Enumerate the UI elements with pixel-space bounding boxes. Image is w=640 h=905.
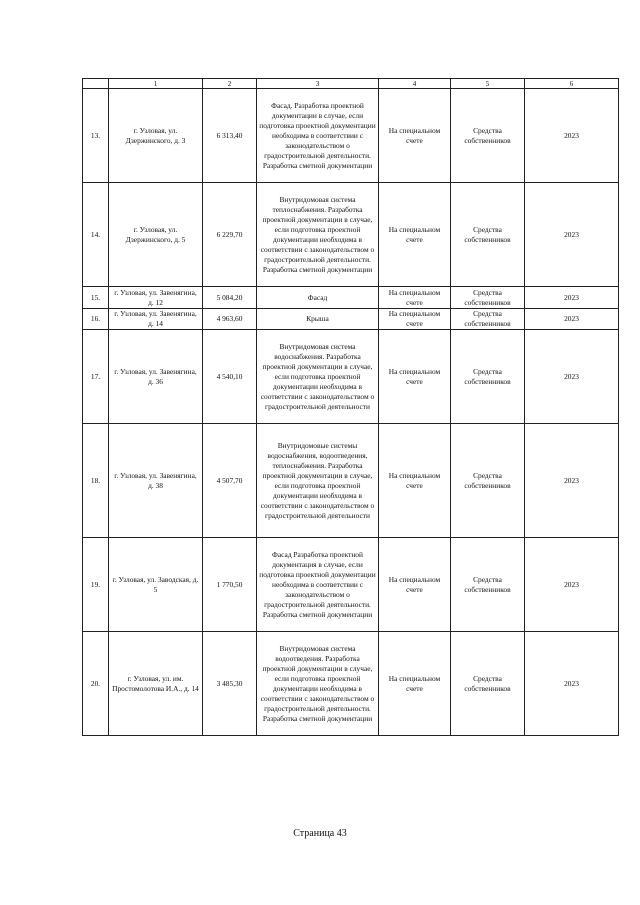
row-number: 18. — [83, 424, 109, 538]
fund-account: На специальном счете — [379, 309, 451, 330]
header-cell-4: 4 — [379, 79, 451, 89]
repair-year: 2023 — [525, 330, 619, 424]
table-row — [83, 330, 619, 424]
fund-account: На специальном счете — [379, 330, 451, 424]
financing-source: Средства собственников — [451, 632, 525, 736]
financing-source: Средства собственников — [451, 287, 525, 309]
column-number-row — [83, 79, 619, 89]
house-area: 4 540,10 — [203, 330, 257, 424]
table-row — [83, 309, 619, 330]
work-description: Внутридомовая система водоотведения. Разработка проектной документации в случае, если подготовка проектной документации необходима в соответствии с законодательством о градостроительной деятельности. Разработка сметной документации — [257, 632, 379, 736]
row-number: 20. — [83, 632, 109, 736]
financing-source: Средства собственников — [451, 424, 525, 538]
table-row — [83, 538, 619, 632]
header-cell-blank — [83, 79, 109, 89]
house-address: г. Узловая, ул. Дзержинского, д. 5 — [109, 183, 203, 287]
work-description: Фасад. Разработка проектной документации в случае, если подготовка проектной документации необходима в соответствии с законодательством о градостроительной деятельности. Разработка сметной документации — [257, 89, 379, 183]
table-row — [83, 632, 619, 736]
house-area: 3 485,30 — [203, 632, 257, 736]
financing-source: Средства собственников — [451, 538, 525, 632]
fund-account: На специальном счете — [379, 89, 451, 183]
house-address: г. Узловая, ул. Завенягина, д. 36 — [109, 330, 203, 424]
financing-source: Средства собственников — [451, 89, 525, 183]
house-area: 4 507,70 — [203, 424, 257, 538]
financing-source: Средства собственников — [451, 330, 525, 424]
row-number: 17. — [83, 330, 109, 424]
repair-year: 2023 — [525, 183, 619, 287]
work-description: Фасад — [257, 287, 379, 309]
repair-year: 2023 — [525, 287, 619, 309]
row-number: 19. — [83, 538, 109, 632]
house-address: г. Узловая, ул. Завенягина, д. 14 — [109, 309, 203, 330]
house-area: 1 770,50 — [203, 538, 257, 632]
work-description: Внутридомовая система водоснабжения. Разработка проектной документации в случае, если подготовка проектной документации необходима в соответствии с законодательством о градостроительной деятельности — [257, 330, 379, 424]
row-number: 16. — [83, 309, 109, 330]
header-cell-2: 2 — [203, 79, 257, 89]
fund-account: На специальном счете — [379, 632, 451, 736]
house-area: 6 229,70 — [203, 183, 257, 287]
header-cell-6: 6 — [525, 79, 619, 89]
repair-year: 2023 — [525, 424, 619, 538]
house-address: г. Узловая, ул. Завенягина, д. 12 — [109, 287, 203, 309]
table-row — [83, 424, 619, 538]
house-area: 5 084,20 — [203, 287, 257, 309]
table-row — [83, 287, 619, 309]
repair-year: 2023 — [525, 632, 619, 736]
house-address: г. Узловая, ул. Заводская, д. 5 — [109, 538, 203, 632]
table-row — [83, 183, 619, 287]
table-row — [83, 89, 619, 183]
repair-year: 2023 — [525, 538, 619, 632]
financing-source: Средства собственников — [451, 183, 525, 287]
financing-source: Средства собственников — [451, 309, 525, 330]
fund-account: На специальном счете — [379, 183, 451, 287]
fund-account: На специальном счете — [379, 287, 451, 309]
house-address: г. Узловая, ул. Завенягина, д. 38 — [109, 424, 203, 538]
row-number: 14. — [83, 183, 109, 287]
house-address: г. Узловая, ул. им. Простомолотова И.А., д. 14 — [109, 632, 203, 736]
repair-year: 2023 — [525, 309, 619, 330]
row-number: 15. — [83, 287, 109, 309]
work-description: Внутридомовые системы водоснабжения, водоотведения, теплоснабжения. Разработка проектной документации в случае, если подготовка проектной документации необходима в соответствии с законодательством о градостроительной деятельности — [257, 424, 379, 538]
row-number: 13. — [83, 89, 109, 183]
header-cell-5: 5 — [451, 79, 525, 89]
header-cell-1: 1 — [109, 79, 203, 89]
house-area: 4 963,60 — [203, 309, 257, 330]
capital-repair-table — [82, 78, 619, 736]
house-address: г. Узловая, ул. Дзержинского, д. 3 — [109, 89, 203, 183]
repair-year: 2023 — [525, 89, 619, 183]
work-description: Фасад Разработка проектной документация в случае, если подготовка проектной документации необходима в соответствии с законодательством о градостроительной деятельности. Разработка сметной документации — [257, 538, 379, 632]
fund-account: На специальном счете — [379, 424, 451, 538]
page-number: Страница 43 — [293, 828, 347, 839]
house-area: 6 313,40 — [203, 89, 257, 183]
header-cell-3: 3 — [257, 79, 379, 89]
work-description: Внутридомовая система теплоснабжения. Разработка проектной документации в случае, если подготовка проектной документации необходима в соответствии с законодательством о градостроительной деятельности. Разработка сметной документации — [257, 183, 379, 287]
fund-account: На специальном счете — [379, 538, 451, 632]
work-description: Крыша — [257, 309, 379, 330]
